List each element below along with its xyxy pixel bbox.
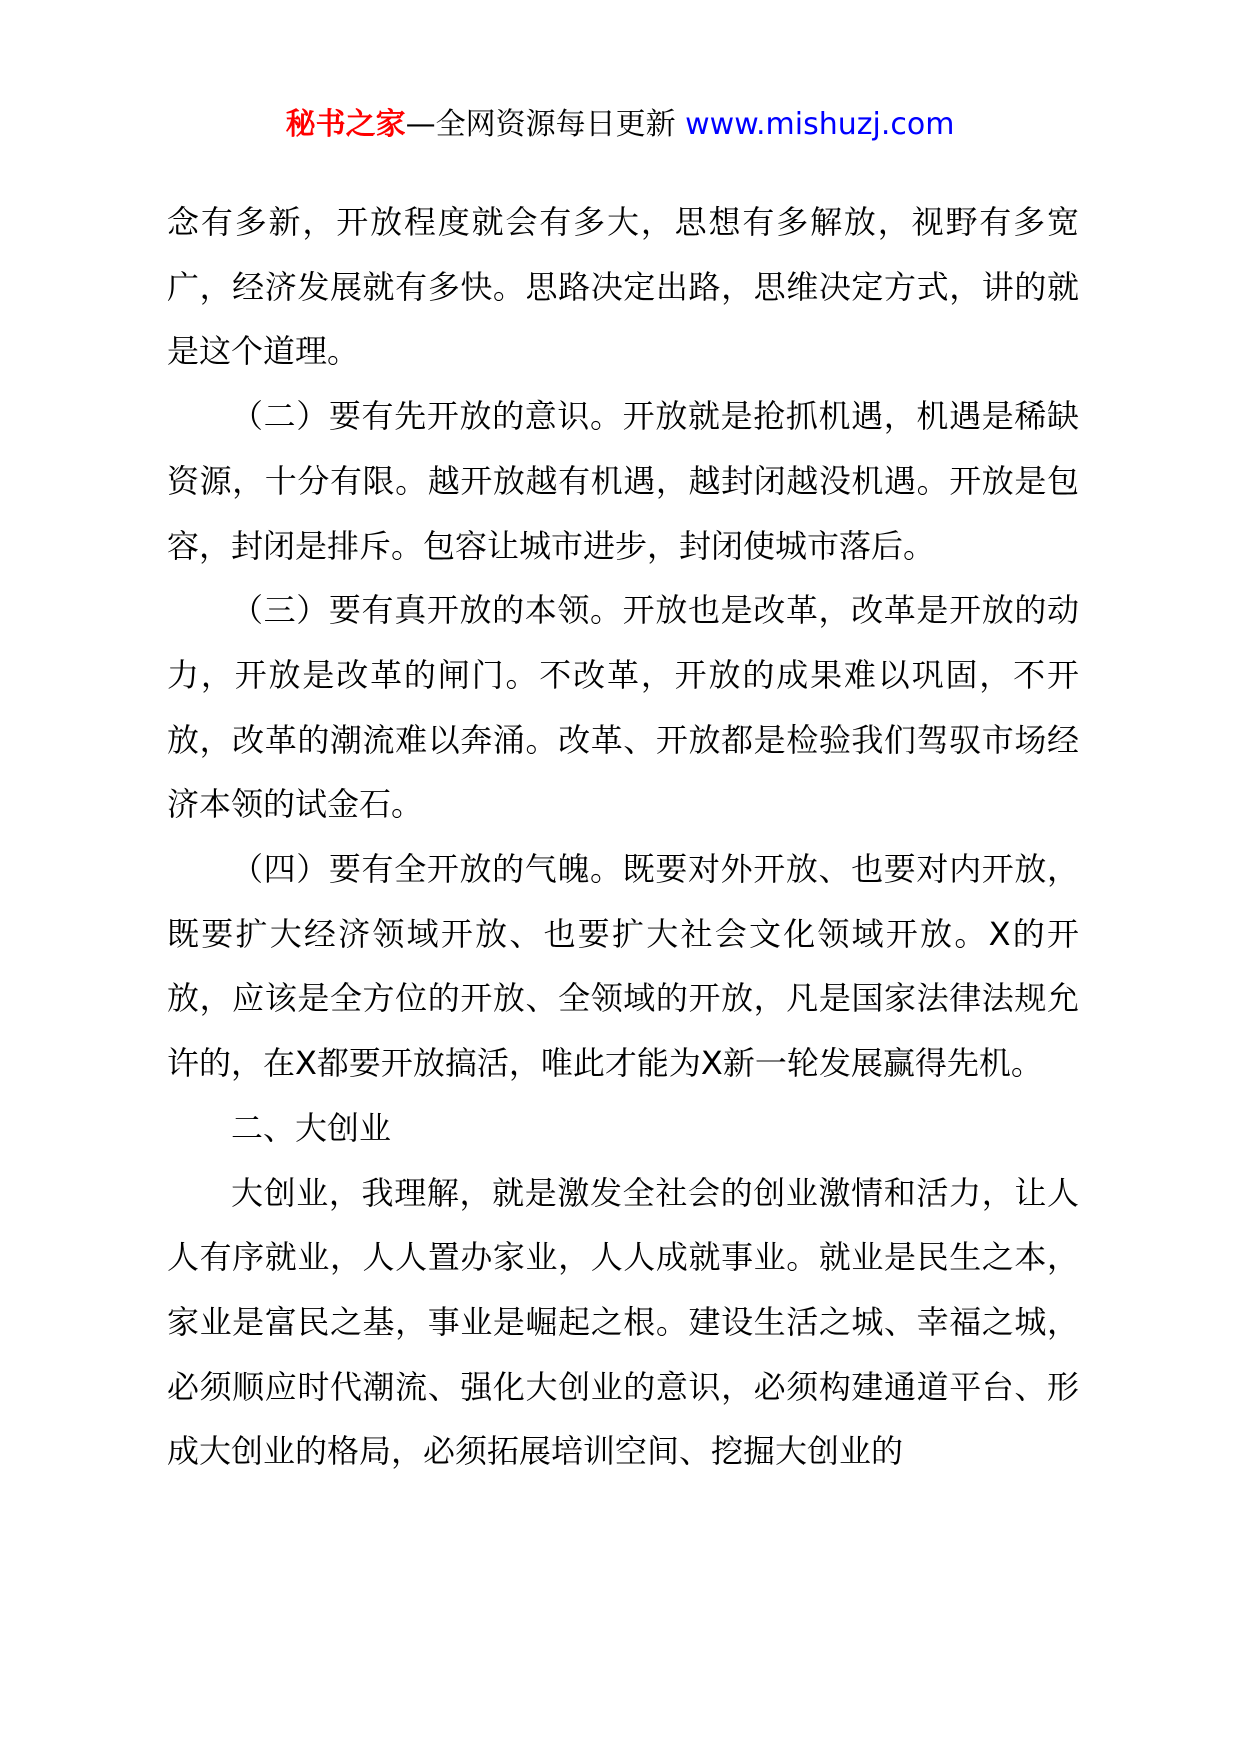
paragraph-section-3: （三）要有真开放的本领。开放也是改革，改革是开放的动力，开放是改革的闸门。不改革，开放的成果难以巩固，不开放，改革的潮流难以奔涌。改革、开放都是检验我们驾驭市场经济本领的试金石。 bbox=[167, 591, 1079, 824]
page-header bbox=[0, 98, 1240, 152]
paragraph-section-2: （二）要有先开放的意识。开放就是抢抓机遇，机遇是稀缺资源，十分有限。越开放越有机遇，越封闭越没机遇。开放是包容，封闭是排斥。包容让城市进步，封闭使城市落后。 bbox=[167, 397, 1079, 565]
brand-name: 秘书之家 bbox=[285, 107, 406, 142]
paragraph-section-4: （四）要有全开放的气魄。既要对外开放、也要对内开放，既要扩大经济领域开放、也要扩大社会文化领域开放。X的开放，应该是全方位的开放、全领域的开放，凡是国家法律法规允许的，在X都要开放搞活，唯此才能为X新一轮发展赢得先机。 bbox=[167, 850, 1079, 1083]
site-url-link[interactable]: www.mishuzj.com bbox=[685, 107, 955, 142]
document-body bbox=[167, 190, 1079, 1484]
section-heading: 二、大创业 bbox=[231, 1108, 392, 1147]
paragraph-continuation: 念有多新，开放程度就会有多大，思想有多解放，视野有多宽广，经济发展就有多快。思路决定出路，思维决定方式，讲的就是这个道理。 bbox=[167, 203, 1079, 371]
paragraph-entrepreneurship: 大创业，我理解，就是激发全社会的创业激情和活力，让人人有序就业，人人置办家业，人人成就事业。就业是民生之本，家业是富民之基，事业是崛起之根。建设生活之城、幸福之城，必须顺应时代潮流、强化大创业的意识，必须构建通道平台、形成大创业的格局，必须拓展培训空间、挖掘大创业的 bbox=[167, 1173, 1079, 1471]
header-tagline: —全网资源每日更新 bbox=[405, 107, 686, 142]
